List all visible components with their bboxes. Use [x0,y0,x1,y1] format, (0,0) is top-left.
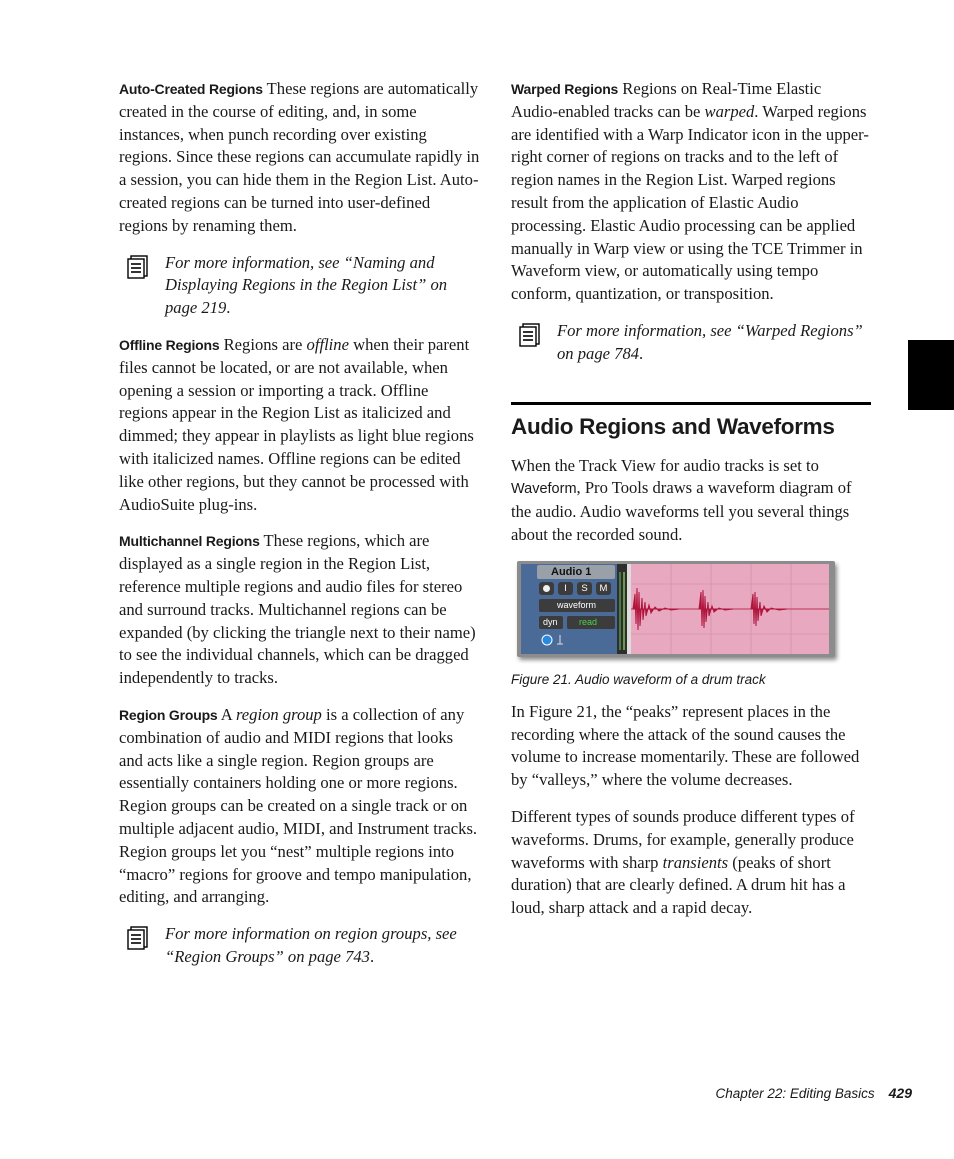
page-footer [716,1085,912,1101]
left-column [119,78,481,983]
note-warped-regions: For more information, see “Warped Regions” on page 784. [519,320,871,366]
note-icon [127,926,149,950]
offline-regions-paragraph: Offline Regions Regions are offline when their parent files cannot be located, or are not available, when opening a session or importing a track. Offline regions appear in the Region List as italicized and dimmed; they appear in playlists as light blue regions with italicized names. Offline regions can be edited like other regions, but they cannot be processed with AudioSuite plug-ins. [119,334,474,514]
note-region-groups: For more information on region groups, see “Region Groups” on page 743. [127,923,481,969]
automation-mode-selector[interactable]: read [567,616,615,629]
page-number: 429 [888,1085,912,1101]
note-icon [127,255,149,279]
note-icon [519,323,541,347]
warped-regions-paragraph: Warped Regions Regions on Real-Time Elastic Audio-enabled tracks can be warped. Warped regions are identified with a Warp Indicator icon in the upper-right corner of regions on tracks and to the left of region names in the Region List. Warped regions result from the application of Elastic Audio processing. Elastic Audio processing can be applied manually in Warp view or using the TCE Trimmer in Waveform view, or automatically using tempo conform, quantization, or transposition. [511,79,869,304]
waveform-types-paragraph: Different types of sounds produce different types of waveforms. Drums, for example, generally produce waveforms with sharp transients (peaks of short duration) that are clearly defined. A drum hit has a loud, sharp attack and a rapid decay. [511,806,855,918]
chapter-label: Chapter 22: Editing Basics [715,1086,875,1101]
multichannel-regions-paragraph: Multichannel Regions These regions, which are displayed as a single region in the Region List, reference multiple regions and audio files for stereo and surround tracks. Multichannel regions can be expanded (by clicking the triangle next to their name) to see the individual channels, which can be dragged independently to tracks. [119,531,476,688]
peaks-paragraph: In Figure 21, the “peaks” represent places in the recording where the attack of the sound causes the volume to increase momentarily. These are followed by “valleys,” where the volume decreases. [511,701,860,790]
figure-caption: Figure 21. Audio waveform of a drum track [511,671,766,687]
auto-created-regions-paragraph: Auto-Created Regions These regions are automatically created in the course of editing, and, in some instances, when punch recording over existing regions. Since these regions can accumulate rapidly in a session, you can hide them in the Region List. Auto-created regions can be turned into user-defined regions by renaming them. [119,79,480,235]
track-view-selector[interactable]: waveform [539,599,615,612]
section-heading: Audio Regions and Waveforms [511,402,871,443]
level-meter [617,564,627,654]
solo-button[interactable]: S [577,582,592,595]
dyn-button[interactable]: dyn [539,616,563,629]
mute-button[interactable]: M [596,582,611,595]
auto-created-regions-lead: Auto-Created Regions [119,81,263,97]
intro-paragraph: When the Track View for audio tracks is set to Waveform, Pro Tools draws a waveform diagram of the audio. Audio waveforms tell you several things about the recorded sound. [511,455,852,544]
chapter-thumb-tab [908,340,954,410]
track-name-field[interactable] [537,565,615,579]
waveform-graphic [631,564,829,654]
note-naming-regions: For more information, see “Naming and Displaying Regions in the Region List” on page 219. [127,252,481,320]
right-column [511,78,871,920]
track-name: Audio 1 [551,565,592,578]
voice-icon[interactable] [541,634,553,646]
region-groups-paragraph: Region Groups A region group is a collection of any combination of audio and MIDI regions that looks and acts like a single region. Region groups are essentially containers holding one or more regions. Region groups can be created on a single track or on multiple adjacent audio, MIDI, and Instrument tracks. Region groups let you “nest” multiple regions into “macro” regions for groove and tempo manipulation, editing, and arranging. [119,704,478,907]
record-button[interactable] [539,582,554,595]
record-dot-icon [539,582,554,595]
audio-track-figure [517,561,835,661]
input-monitor-button[interactable]: I [558,582,573,595]
waveform-region[interactable] [631,564,829,654]
pan-indicator-icon [555,634,565,646]
